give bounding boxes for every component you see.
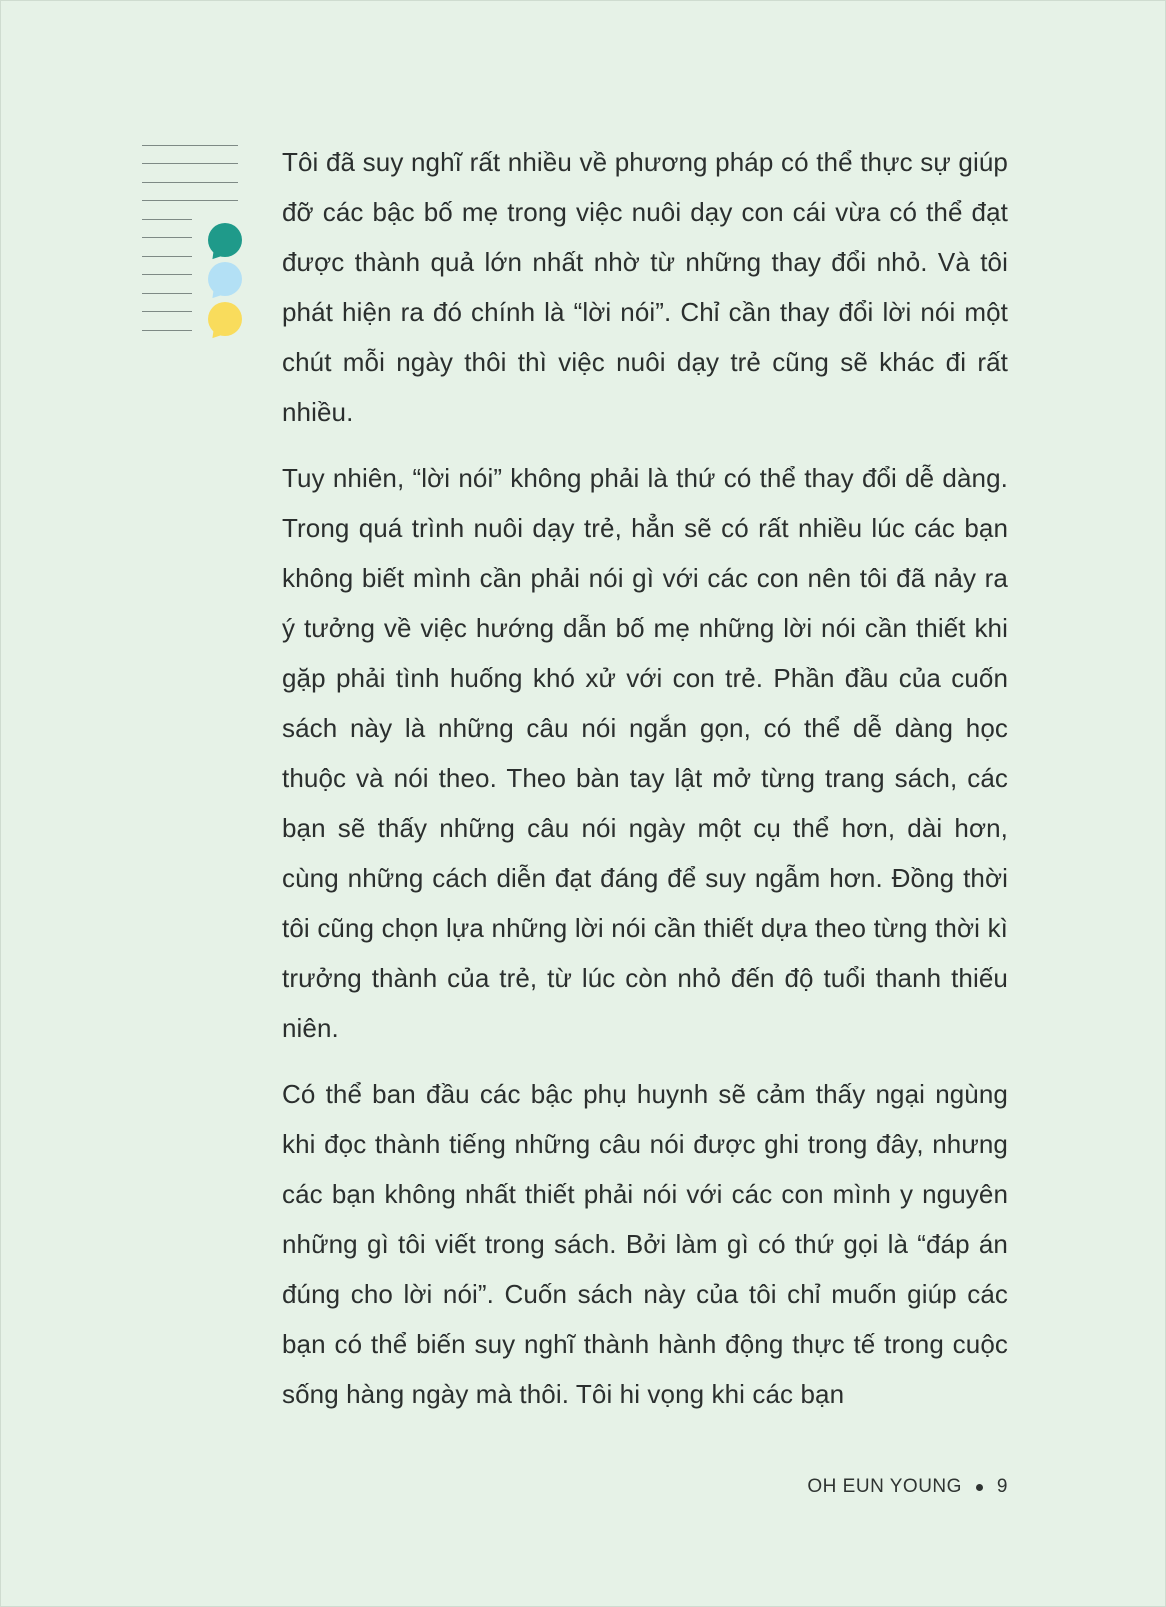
deco-line — [142, 237, 192, 238]
deco-line — [142, 219, 192, 220]
deco-line — [142, 311, 192, 312]
deco-line — [142, 330, 192, 331]
paragraph: Có thể ban đầu các bậc phụ huynh sẽ cảm thấy ngại ngùng khi đọc thành tiếng những câu nói được ghi trong đây, nhưng các bạn không nhất thiết phải nói với các con mình y nguyên những gì tôi viết trong sách. Bởi làm gì có thứ gọi là “đáp án đúng cho lời nói”. Cuốn sách này của tôi chỉ muốn giúp các bạn có thể biến suy nghĩ thành hành động thực tế trong cuộc sống hàng ngày mà thôi. Tôi hi vọng khi các bạn — [282, 1079, 1008, 1409]
speech-bubble-teal-icon — [208, 223, 242, 257]
footer-author: OH EUN YOUNG — [807, 1476, 962, 1497]
speech-bubble-blue-icon — [208, 262, 242, 296]
body-text — [282, 137, 1008, 1435]
page-footer — [807, 1476, 1008, 1498]
deco-line — [142, 145, 238, 146]
bullet-icon — [976, 1484, 983, 1491]
page-number: 9 — [996, 1476, 1008, 1497]
deco-line — [142, 163, 238, 164]
deco-line — [142, 200, 238, 201]
deco-line — [142, 293, 192, 294]
speech-bubble-yellow-icon — [208, 302, 242, 336]
paragraph: Tuy nhiên, “lời nói” không phải là thứ có thể thay đổi dễ dàng. Trong quá trình nuôi dạy trẻ, hẳn sẽ có rất nhiều lúc các bạn không biết mình cần phải nói gì với các con nên tôi đã nảy ra ý tưởng về việc hướng dẫn bố mẹ những lời nói cần thiết khi gặp phải tình huống khó xử với con trẻ. Phần đầu của cuốn sách này là những câu nói ngắn gọn, có thể dễ dàng học thuộc và nói theo. Theo bàn tay lật mở từng trang sách, các bạn sẽ thấy những câu nói ngày một cụ thể hơn, dài hơn, cùng những cách diễn đạt đáng để suy ngẫm hơn. Đồng thời tôi cũng chọn lựa những lời nói cần thiết dựa theo từng thời kì trưởng thành của trẻ, từ lúc còn nhỏ đến độ tuổi thanh thiếu niên. — [282, 463, 1008, 1043]
paragraph: Tôi đã suy nghĩ rất nhiều về phương pháp có thể thực sự giúp đỡ các bậc bố mẹ trong việc nuôi dạy con cái vừa có thể đạt được thành quả lớn nhất nhờ từ những thay đổi nhỏ. Và tôi phát hiện ra đó chính là “lời nói”. Chỉ cần thay đổi lời nói một chút mỗi ngày thôi thì việc nuôi dạy trẻ cũng sẽ khác đi rất nhiều. — [282, 147, 1008, 427]
deco-line — [142, 182, 238, 183]
decorative-lines-bubbles — [142, 145, 252, 345]
deco-line — [142, 256, 192, 257]
deco-line — [142, 274, 192, 275]
